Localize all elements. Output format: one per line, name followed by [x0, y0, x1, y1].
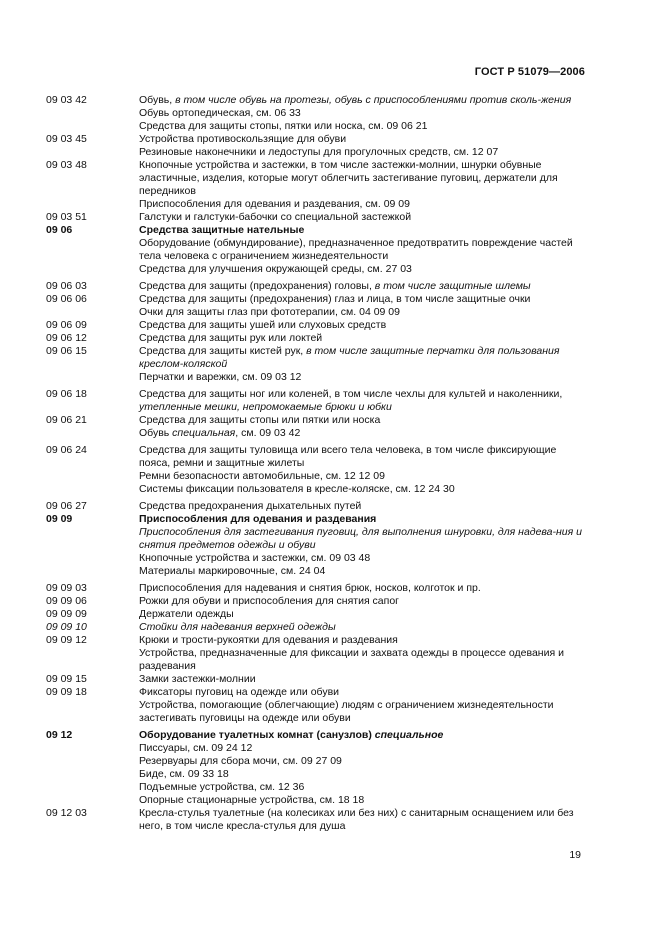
- entry-text-segment: Средства для защиты стопы, пятки или носка, см. 09 06 21: [139, 120, 428, 132]
- entry-row: [46, 211, 586, 224]
- entry-description: [139, 595, 586, 608]
- entry-description: [139, 224, 586, 276]
- entry-text-segment: Перчатки и варежки, см. 09 03 12: [139, 371, 302, 383]
- entry-row: [46, 673, 586, 686]
- entry-line: [139, 699, 586, 725]
- entry-line: [139, 94, 586, 107]
- entry-line: [139, 120, 586, 133]
- entry-text-segment: Оборудование (обмундирование), предназначенное предотвратить повреждение частей тела человека с ограничением жизнедеятельности: [139, 237, 573, 262]
- entry-text-segment: Обувь,: [139, 94, 176, 106]
- entry-code: 09 06 03: [46, 280, 87, 292]
- entry-text-segment: утепленные мешки, непромокаемые брюки и юбки: [139, 401, 392, 413]
- entry-line: [139, 513, 586, 526]
- entry-line: [139, 483, 586, 496]
- entry-row: [46, 319, 586, 332]
- entry-row: [46, 280, 586, 293]
- entry-line: [139, 729, 586, 742]
- entry-text-segment: Резервуары для сбора мочи, см. 09 27 09: [139, 755, 342, 767]
- entry-description: [139, 634, 586, 673]
- entry-description: [139, 94, 586, 133]
- entry-code: 09 03 45: [46, 133, 87, 145]
- entry-code: 09 03 51: [46, 211, 87, 223]
- entry-text-segment: , см. 09 03 42: [235, 427, 301, 439]
- entry-description: [139, 444, 586, 496]
- entry-line: [139, 133, 586, 146]
- entry-text-segment: Средства для защиты (предохранения) головы,: [139, 280, 375, 292]
- entry-text-segment: Средства предохранения дыхательных путей: [139, 500, 362, 512]
- entry-description: [139, 673, 586, 686]
- entry-text-segment: Средства для защиты рук или локтей: [139, 332, 323, 344]
- entry-text-segment: специальное: [374, 729, 444, 741]
- entry-code: 09 06 27: [46, 500, 87, 512]
- entry-text-segment: в том числе обувь на протезы, обувь с приспособлениями против сколь-жения: [175, 94, 572, 106]
- entry-row: [46, 293, 586, 319]
- entry-description: [139, 414, 586, 440]
- document-header: ГОСТ Р 51079—2006: [474, 66, 585, 78]
- entry-text-segment: Средства для защиты кистей рук,: [139, 345, 307, 357]
- entry-text-segment: Средства для защиты ног или коленей, в том числе чехлы для культей и наколенники,: [139, 388, 563, 400]
- entry-description: [139, 319, 586, 332]
- entry-line: [139, 237, 586, 263]
- entry-line: [139, 198, 586, 211]
- entry-code: 09 09 09: [46, 608, 87, 620]
- entry-description: [139, 582, 586, 595]
- entry-text-segment: Устройства, помогающие (облегчающие) людям с ограничением жизнедеятельности застегивать пуговицы на одежде или обуви: [139, 699, 554, 724]
- entry-text-segment: Держатели одежды: [139, 608, 234, 620]
- entry-line: [139, 427, 586, 440]
- entry-text-segment: Оборудование туалетных комнат (санузлов): [139, 729, 375, 741]
- entry-text-segment: Приспособления для одевания и раздевания, см. 09 09: [139, 198, 410, 210]
- entry-row: [46, 345, 586, 384]
- entry-code: 09 06 09: [46, 319, 87, 331]
- entry-description: [139, 133, 586, 159]
- entry-text-segment: Биде, см. 09 33 18: [139, 768, 229, 780]
- entry-row: [46, 133, 586, 159]
- entry-text-segment: в том числе защитные шлемы: [374, 280, 531, 292]
- entry-code: 09 09 15: [46, 673, 87, 685]
- entry-row: [46, 224, 586, 276]
- entry-code: 09 06 06: [46, 293, 87, 305]
- entry-line: [139, 552, 586, 565]
- entry-text-segment: Устройства противоскользящие для обуви: [139, 133, 347, 145]
- entry-text-segment: Кресла-стулья туалетные (на колесиках или без них) с санитарным оснащением или без него, в том числе кресла-стулья для душа: [139, 807, 574, 832]
- entry-description: [139, 513, 586, 578]
- entry-code: 09 12 03: [46, 807, 87, 819]
- entry-row: [46, 388, 586, 414]
- entry-code: 09 06 12: [46, 332, 87, 344]
- entry-text-segment: Средства защитные нательные: [139, 224, 305, 236]
- page-number: 19: [569, 849, 581, 861]
- entry-line: [139, 565, 586, 578]
- entry-text-segment: в том числе защитные перчатки для пользования креслом-коляской: [139, 345, 560, 370]
- entry-row: [46, 608, 586, 621]
- entry-row: [46, 94, 586, 133]
- entry-code: 09 06 24: [46, 444, 87, 456]
- entry-line: [139, 794, 586, 807]
- entry-row: [46, 729, 586, 807]
- entry-code: 09 06 15: [46, 345, 87, 357]
- entry-code: 09 09 18: [46, 686, 87, 698]
- entry-code: 09 09 10: [46, 621, 87, 633]
- entry-row: [46, 807, 586, 833]
- entry-text-segment: специальная: [172, 427, 236, 439]
- entry-row: [46, 621, 586, 634]
- entry-line: [139, 686, 586, 699]
- entry-line: [139, 146, 586, 159]
- entry-description: [139, 388, 586, 414]
- entry-text-segment: Резиновые наконечники и ледоступы для прогулочных средств, см. 12 07: [139, 146, 499, 158]
- entry-description: [139, 345, 586, 384]
- entry-description: [139, 211, 586, 224]
- entry-line: [139, 293, 586, 306]
- entry-line: [139, 263, 586, 276]
- entry-text-segment: Средства для защиты (предохранения) глаз и лица, в том числе защитные очки: [139, 293, 531, 305]
- entry-line: [139, 345, 586, 371]
- entry-row: [46, 332, 586, 345]
- entry-line: [139, 621, 586, 634]
- entry-row: [46, 444, 586, 496]
- entry-description: [139, 293, 586, 319]
- entry-description: [139, 621, 586, 634]
- entry-line: [139, 755, 586, 768]
- entry-description: [139, 280, 586, 293]
- entry-text-segment: Писсуары, см. 09 24 12: [139, 742, 253, 754]
- classification-list: [46, 94, 586, 833]
- entry-row: [46, 500, 586, 513]
- entry-line: [139, 768, 586, 781]
- entry-text-segment: Приспособления для надевания и снятия брюк, носков, колготок и пр.: [139, 582, 481, 594]
- entry-description: [139, 729, 586, 807]
- entry-line: [139, 444, 586, 470]
- entry-description: [139, 807, 586, 833]
- entry-line: [139, 608, 586, 621]
- entry-text-segment: Опорные стационарные устройства, см. 18 18: [139, 794, 365, 806]
- entry-row: [46, 513, 586, 578]
- entry-text-segment: Обувь ортопедическая, см. 06 33: [139, 107, 301, 119]
- entry-text-segment: Кнопочные устройства и застежки, см. 09 03 48: [139, 552, 371, 564]
- entry-line: [139, 595, 586, 608]
- entry-line: [139, 673, 586, 686]
- entry-text-segment: Средства для защиты туловища или всего тела человека, в том числе фиксирующие пояса, ремни и защитные жилеты: [139, 444, 557, 469]
- entry-text-segment: Устройства, предназначенные для фиксации и захвата одежды в процессе одевания и раздевания: [139, 647, 564, 672]
- entry-text-segment: Системы фиксации пользователя в кресле-коляске, см. 12 24 30: [139, 483, 455, 495]
- entry-code: 09 06 18: [46, 388, 87, 400]
- entry-line: [139, 647, 586, 673]
- entry-text-segment: Приспособления для одевания и раздевания: [139, 513, 377, 525]
- entry-line: [139, 371, 586, 384]
- entry-text-segment: Замки застежки-молнии: [139, 673, 256, 685]
- entry-line: [139, 107, 586, 120]
- entry-code: 09 09 03: [46, 582, 87, 594]
- entry-line: [139, 781, 586, 794]
- entry-code: 09 09: [46, 513, 73, 525]
- entry-text-segment: Средства для защиты ушей или слуховых средств: [139, 319, 387, 331]
- entry-code: 09 06: [46, 224, 73, 236]
- entry-row: [46, 686, 586, 725]
- entry-code: 09 03 48: [46, 159, 87, 171]
- entry-description: [139, 608, 586, 621]
- entry-text-segment: Кнопочные устройства и застежки, в том числе застежки-молнии, шнурки обувные эластичные, изделия, которые могут облегчить застегивание пуговиц, держатели для передников: [139, 159, 558, 197]
- entry-text-segment: Приспособления для застегивания пуговиц, для выполнения шнуровки, для надева-ния и снятия предметов одежды и обуви: [139, 526, 582, 551]
- entry-text-segment: Материалы маркировочные, см. 24 04: [139, 565, 326, 577]
- entry-text-segment: Крюки и трости-рукоятки для одевания и раздевания: [139, 634, 398, 646]
- entry-text-segment: Галстуки и галстуки-бабочки со специальной застежкой: [139, 211, 412, 223]
- entry-line: [139, 634, 586, 647]
- entry-code: 09 09 06: [46, 595, 87, 607]
- entry-row: [46, 595, 586, 608]
- entry-line: [139, 470, 586, 483]
- entry-line: [139, 388, 586, 414]
- entry-description: [139, 159, 586, 211]
- entry-line: [139, 306, 586, 319]
- entry-row: [46, 582, 586, 595]
- entry-line: [139, 807, 586, 833]
- entry-text-segment: Стойки для надевания верхней одежды: [139, 621, 336, 633]
- entry-text-segment: Средства для защиты стопы или пятки или носка: [139, 414, 381, 426]
- entry-line: [139, 224, 586, 237]
- entry-line: [139, 332, 586, 345]
- entry-text-segment: Фиксаторы пуговиц на одежде или обуви: [139, 686, 340, 698]
- entry-code: 09 12: [46, 729, 73, 741]
- entry-line: [139, 159, 586, 198]
- entry-text-segment: Средства для улучшения окружающей среды, см. 27 03: [139, 263, 412, 275]
- entry-row: [46, 414, 586, 440]
- entry-row: [46, 159, 586, 211]
- entry-code: 09 06 21: [46, 414, 87, 426]
- entry-line: [139, 414, 586, 427]
- entry-code: 09 09 12: [46, 634, 87, 646]
- entry-text-segment: Рожки для обуви и приспособления для снятия сапог: [139, 595, 399, 607]
- entry-description: [139, 332, 586, 345]
- entry-text-segment: Очки для защиты глаз при фототерапии, см. 04 09 09: [139, 306, 400, 318]
- entry-line: [139, 319, 586, 332]
- entry-text-segment: Обувь: [139, 427, 173, 439]
- entry-line: [139, 211, 586, 224]
- entry-code: 09 03 42: [46, 94, 87, 106]
- entry-line: [139, 526, 586, 552]
- entry-line: [139, 280, 586, 293]
- entry-line: [139, 582, 586, 595]
- entry-line: [139, 500, 586, 513]
- entry-description: [139, 500, 586, 513]
- entry-description: [139, 686, 586, 725]
- entry-row: [46, 634, 586, 673]
- entry-line: [139, 742, 586, 755]
- entry-text-segment: Ремни безопасности автомобильные, см. 12 12 09: [139, 470, 385, 482]
- entry-text-segment: Подъемные устройства, см. 12 36: [139, 781, 305, 793]
